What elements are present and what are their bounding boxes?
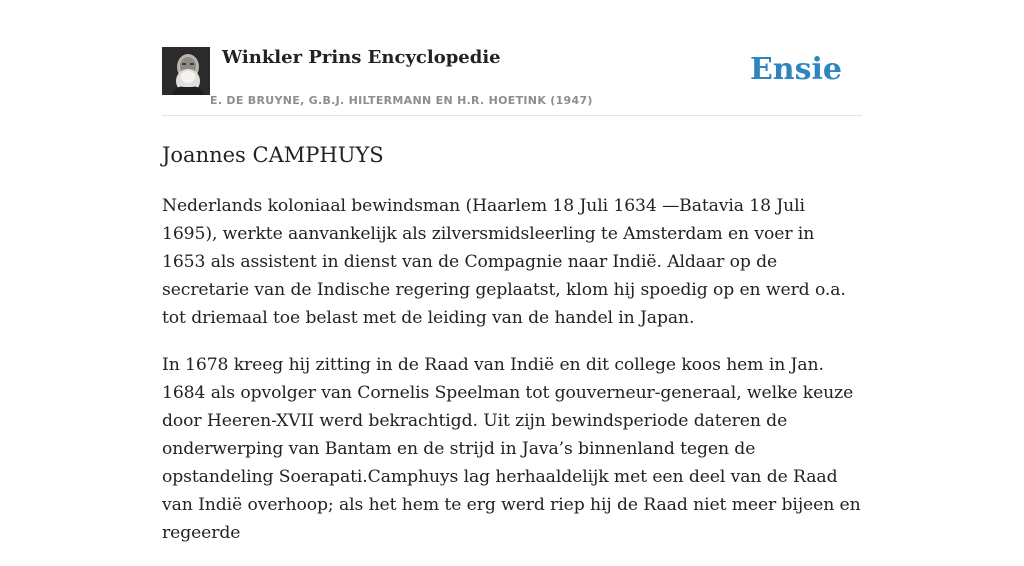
publication-title[interactable]: Winkler Prins Encyclopedie	[222, 47, 501, 68]
content-column	[162, 0, 862, 543]
body-paragraph: In 1678 kreeg hij zitting in de Raad van Indië en dit college koos hem in Jan. 1684 als opvolger van Cornelis Speelman tot gouverneur-generaal, welke keuze door Heeren-XVII werd bekrachtigd. Uit zijn bewindsperiode dateren de onderwerping van Bantam en de strijd in Java’s binnenland tegen de opstandeling Soerapati.Camphuys lag herhaaldelijk met een deel van de Raad van Indië overhoop; als het hem te erg werd riep hij de Raad niet meer bijeen en regeerde	[162, 355, 861, 543]
entry-body	[162, 192, 862, 566]
author-portrait-avatar[interactable]	[162, 47, 210, 95]
body-paragraph: Nederlands koloniaal bewindsman (Haarlem 18 Juli 1634 —Batavia 18 Juli 1695), werkte aanvankelijk als zilversmidsleerling te Amsterdam en voer in 1653 als assistent in dienst van de Compagnie naar Indië. Aldaar op de secretarie van de Indische regering geplaatst, klom hij spoedig op en werd o.a. tot driemaal toe belast met de leiding van de handel in Japan.	[162, 196, 846, 328]
ensie-logo-link[interactable]: Ensie	[749, 52, 842, 87]
publication-header	[162, 0, 862, 116]
publication-authors: E. DE BRUYNE, G.B.J. HILTERMANN EN H.R. HOETINK (1947)	[210, 94, 593, 107]
portrait-icon	[162, 47, 210, 95]
entry-title: Joannes CAMPHUYS	[162, 143, 384, 167]
